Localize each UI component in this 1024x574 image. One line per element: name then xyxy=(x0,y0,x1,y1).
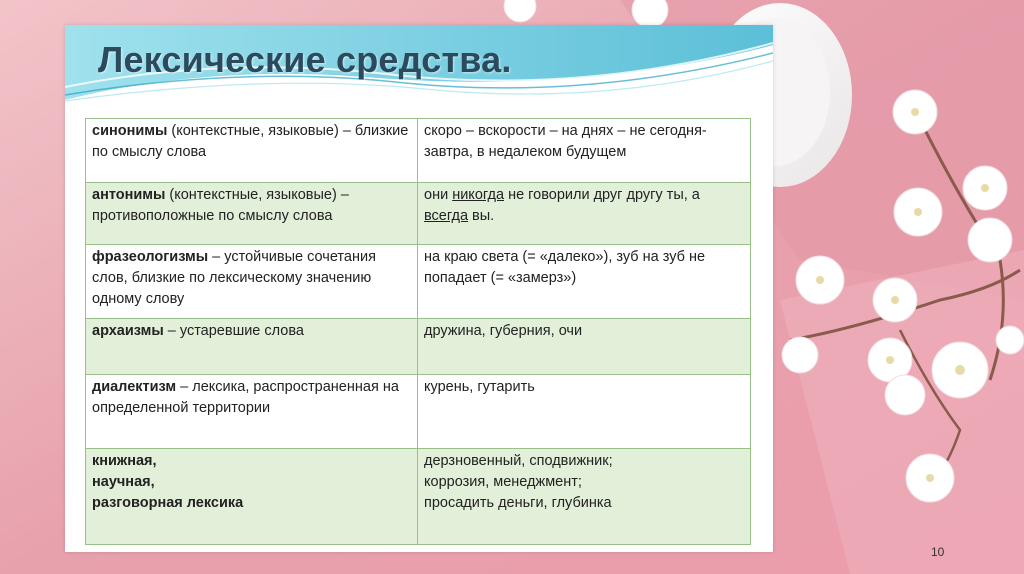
term-definition: – устойчивые сочетания слов, близкие по лексическому значению одному слову xyxy=(92,249,376,307)
term-definition: (контекстные, языковые) – близкие по смыслу слова xyxy=(92,123,409,160)
example-cell xyxy=(418,183,751,245)
term-cell xyxy=(86,449,418,545)
term-definition: – лексика, распространенная на определенной территории xyxy=(92,379,399,416)
example-cell xyxy=(418,245,751,319)
example-text: коррозия, менеджмент; xyxy=(424,474,582,490)
example-text: не говорили друг другу ты, а xyxy=(504,187,700,203)
example-text: дружина, губерния, очи xyxy=(424,323,583,339)
term-label: разговорная лексика xyxy=(92,495,244,511)
table-row xyxy=(86,245,751,319)
example-cell xyxy=(418,319,751,375)
term-cell xyxy=(86,245,418,319)
underlined-word: всегда xyxy=(424,208,469,224)
example-text: вы. xyxy=(468,208,495,224)
page-title: Лексические средства. xyxy=(98,39,512,80)
term-label: книжная, xyxy=(92,453,157,469)
term-definition: – устаревшие слова xyxy=(163,323,304,339)
term-definition: (контекстные, языковые) – противоположные по смыслу слова xyxy=(92,187,349,224)
term-label: антонимы xyxy=(92,187,166,203)
example-text: на краю света (= «далеко»), зуб на зуб не попадает (= «замерз») xyxy=(424,249,706,286)
table-row xyxy=(86,449,751,545)
table-row xyxy=(86,183,751,245)
term-cell xyxy=(86,375,418,449)
table-row xyxy=(86,375,751,449)
term-cell xyxy=(86,183,418,245)
term-label: фразеологизмы xyxy=(92,249,209,265)
lexical-means-table xyxy=(85,118,751,545)
term-label: научная, xyxy=(92,474,155,490)
slide xyxy=(65,25,773,552)
term-cell xyxy=(86,319,418,375)
example-cell xyxy=(418,375,751,449)
example-text: скоро – вскорости – на днях – не сегодня-завтра, в недалеком будущем xyxy=(424,123,707,160)
page-number: 10 xyxy=(931,545,945,559)
table-row xyxy=(86,119,751,183)
term-label: синонимы xyxy=(92,123,168,139)
example-text: курень, гутарить xyxy=(424,379,535,395)
example-text: они xyxy=(424,187,453,203)
underlined-word: никогда xyxy=(452,187,505,203)
term-cell xyxy=(86,119,418,183)
term-label: диалектизм xyxy=(92,379,177,395)
example-text: дерзновенный, сподвижник; xyxy=(424,453,613,469)
term-label: архаизмы xyxy=(92,323,164,339)
table-row xyxy=(86,319,751,375)
example-cell xyxy=(418,119,751,183)
example-text: просадить деньги, глубинка xyxy=(424,495,612,511)
example-cell xyxy=(418,449,751,545)
